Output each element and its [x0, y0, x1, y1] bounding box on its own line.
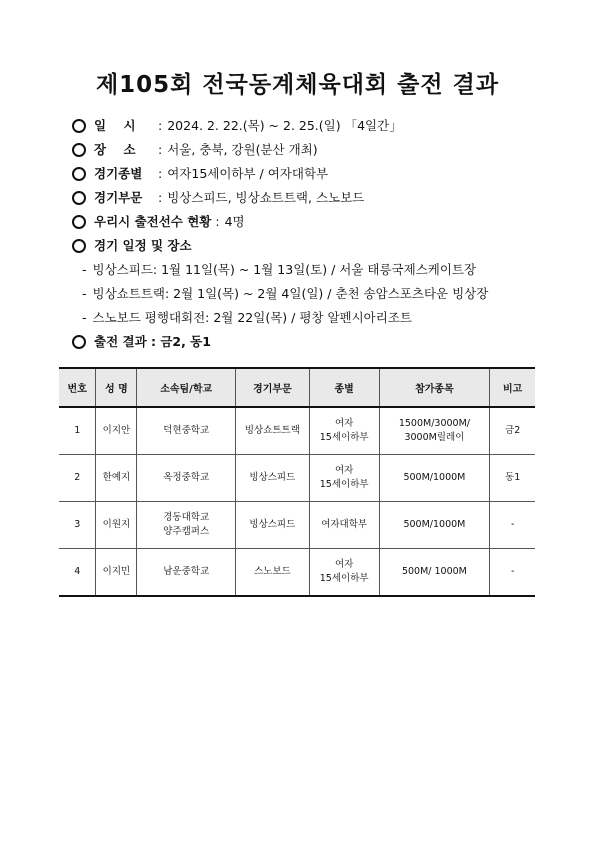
cell-discipline: 빙상스피드 — [235, 455, 309, 502]
cell-number: 4 — [59, 549, 96, 597]
info-section — [72, 118, 562, 358]
cell-name: 이원지 — [96, 502, 137, 549]
column-header: 비고 — [490, 368, 535, 407]
cell-remarks: - — [490, 502, 535, 549]
dash-bullet: - — [82, 262, 87, 277]
schedule-heading-row — [72, 238, 562, 262]
circle-bullet-icon — [72, 215, 86, 229]
circle-bullet-icon — [72, 119, 86, 133]
schedule-heading: 경기 일정 및 장소 — [94, 238, 192, 253]
cell-team: 경동대학교 양주캠퍼스 — [137, 502, 235, 549]
info-row-place — [72, 142, 562, 166]
info-row-athletes — [72, 214, 562, 238]
table-row — [59, 407, 535, 455]
column-header: 번호 — [59, 368, 96, 407]
cell-discipline: 스노보드 — [235, 549, 309, 597]
dash-bullet: - — [82, 310, 87, 325]
table-row — [59, 455, 535, 502]
cell-number: 1 — [59, 407, 96, 455]
cell-name: 한예지 — [96, 455, 137, 502]
info-label: 일 시 — [94, 118, 136, 133]
table-row — [59, 549, 535, 597]
document-title: 제105회 전국동계체육대회 출전 결과 — [95, 72, 500, 98]
schedule-line — [72, 310, 562, 334]
circle-bullet-icon — [72, 143, 86, 157]
circle-bullet-icon — [72, 335, 86, 349]
cell-division: 여자 15세이하부 — [309, 407, 379, 455]
info-label: 우리시 출전선수 현황 — [94, 214, 212, 229]
column-header: 종별 — [309, 368, 379, 407]
cell-team: 남운중학교 — [137, 549, 235, 597]
column-header: 참가종목 — [379, 368, 490, 407]
cell-events: 500M/1000M — [379, 502, 490, 549]
colon: : — [158, 190, 163, 205]
info-value: 2024. 2. 22.(목) ~ 2. 25.(일) 「4일간」 — [167, 118, 402, 133]
colon: : — [158, 142, 163, 157]
cell-events: 1500M/3000M/ 3000M릴레이 — [379, 407, 490, 455]
column-header: 성 명 — [96, 368, 137, 407]
cell-division: 여자대학부 — [309, 502, 379, 549]
cell-team: 덕현중학교 — [137, 407, 235, 455]
info-value: 빙상스피드, 빙상쇼트트랙, 스노보드 — [167, 190, 365, 205]
schedule-line — [72, 286, 562, 310]
cell-events: 500M/ 1000M — [379, 549, 490, 597]
info-value: 서울, 충북, 강원(분산 개최) — [167, 142, 318, 157]
info-row-date — [72, 118, 562, 142]
column-header: 소속팀/학교 — [137, 368, 235, 407]
dash-bullet: - — [82, 286, 87, 301]
schedule-line-text: 빙상스피드: 1월 11일(목) ~ 1월 13일(토) / 서울 태릉국제스케이트장 — [92, 262, 477, 277]
table-body — [59, 407, 535, 596]
schedule-line-text: 빙상쇼트트랙: 2월 1일(목) ~ 2월 4일(일) / 춘천 송암스포츠타운 빙상장 — [92, 286, 489, 301]
cell-discipline: 빙상스피드 — [235, 502, 309, 549]
info-label: 경기종별 — [94, 166, 143, 181]
cell-team: 옥정중학교 — [137, 455, 235, 502]
circle-bullet-icon — [72, 167, 86, 181]
cell-remarks: 금2 — [490, 407, 535, 455]
circle-bullet-icon — [72, 191, 86, 205]
info-value: 여자15세이하부 / 여자대학부 — [167, 166, 329, 181]
info-label: 장 소 — [94, 142, 136, 157]
table-row — [59, 502, 535, 549]
column-header: 경기부문 — [235, 368, 309, 407]
result-summary: 출전 결과 : 금2, 동1 — [94, 334, 211, 349]
colon: : — [158, 166, 163, 181]
cell-number: 3 — [59, 502, 96, 549]
cell-events: 500M/1000M — [379, 455, 490, 502]
cell-number: 2 — [59, 455, 96, 502]
cell-division: 여자 15세이하부 — [309, 549, 379, 597]
circle-bullet-icon — [72, 239, 86, 253]
cell-division: 여자 15세이하부 — [309, 455, 379, 502]
cell-name: 이지민 — [96, 549, 137, 597]
table-header-row — [59, 368, 535, 407]
results-table — [59, 367, 535, 597]
info-label: 경기부문 — [94, 190, 143, 205]
result-summary-row — [72, 334, 562, 358]
colon: : — [158, 118, 163, 133]
info-row-category — [72, 166, 562, 190]
schedule-line-text: 스노보드 평행대회전: 2월 22일(목) / 평창 알펜시아리조트 — [92, 310, 412, 325]
colon: : — [215, 214, 220, 229]
cell-remarks: 동1 — [490, 455, 535, 502]
schedule-line — [72, 262, 562, 286]
cell-remarks: - — [490, 549, 535, 597]
cell-discipline: 빙상쇼트트랙 — [235, 407, 309, 455]
info-value: 4명 — [224, 214, 245, 229]
info-row-event — [72, 190, 562, 214]
cell-name: 이지안 — [96, 407, 137, 455]
